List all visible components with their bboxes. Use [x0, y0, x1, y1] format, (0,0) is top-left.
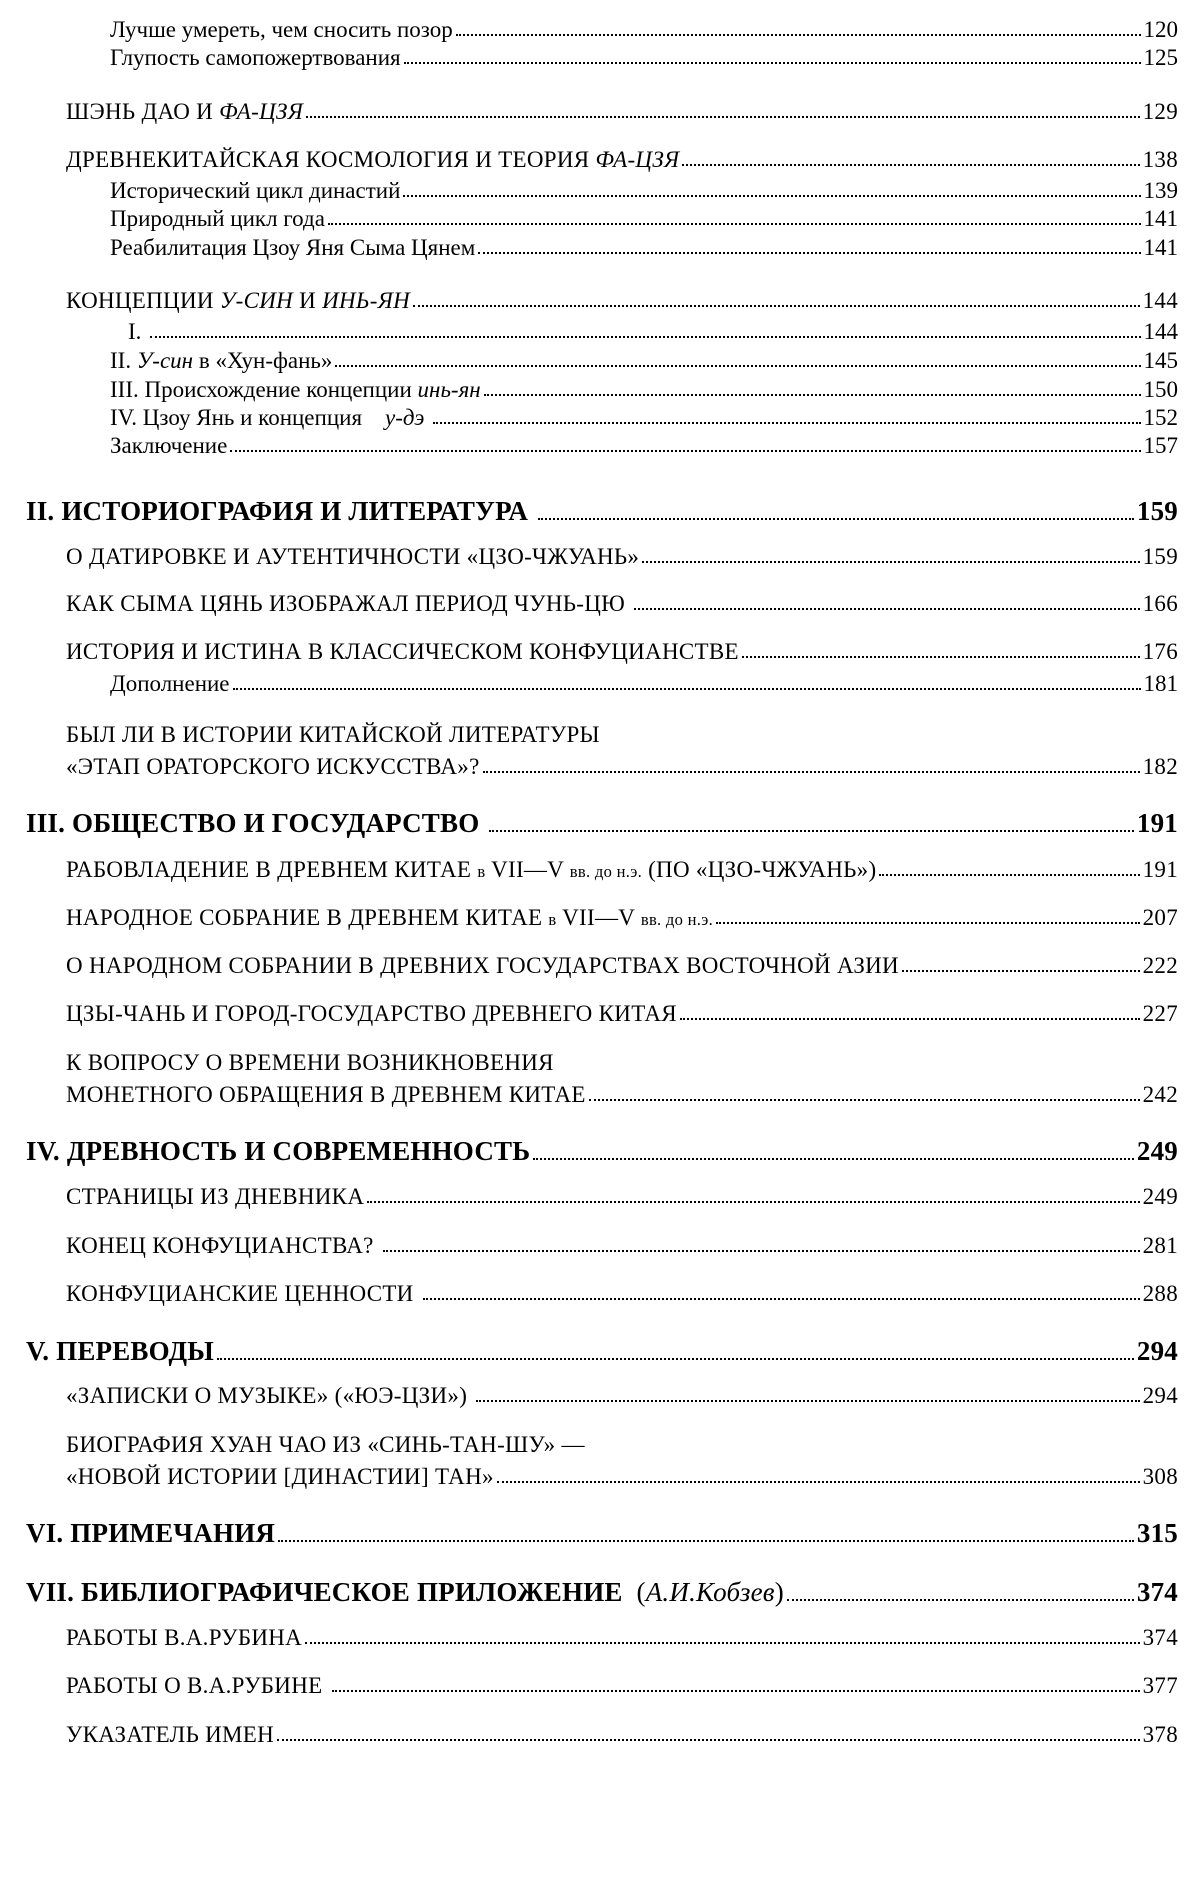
toc-entry[interactable]	[26, 498, 1178, 525]
toc-entry-title	[110, 406, 430, 429]
toc-entry-page-number: 374	[1136, 1577, 1178, 1607]
toc-entry-title-segment: «ЗАПИСКИ О МУЗЫКЕ» («ЮЭ-ЦЗИ»)	[66, 1383, 474, 1408]
dot-leader	[383, 1250, 1140, 1252]
toc-entry-title-segment: VII—V	[485, 857, 570, 882]
toc-entry-title-segment: У-СИН	[219, 288, 294, 313]
toc-entry-title-segment: НАРОДНОЕ СОБРАНИЕ В ДРЕВНЕМ КИТАЕ	[66, 905, 549, 930]
toc-entry[interactable]	[66, 755, 1178, 778]
toc-entry-title-segment: О ДАТИРОВКЕ И АУТЕНТИЧНОСТИ «ЦЗО-ЧЖУАНЬ»	[66, 544, 640, 569]
toc-entry-page-number: 176	[1142, 639, 1178, 664]
toc-entry-title	[110, 672, 230, 695]
toc-entry-title-segment: VII—V	[556, 905, 641, 930]
toc-entry[interactable]	[66, 1234, 1178, 1257]
dot-leader	[335, 365, 1140, 367]
toc-entry-page-number: 242	[1142, 1082, 1178, 1107]
toc-entry[interactable]	[66, 906, 1178, 929]
toc-entry[interactable]	[110, 207, 1178, 230]
toc-entry-title-segment: ИНЬ-ЯН	[322, 288, 411, 313]
toc-entry-title-segment: )	[774, 1577, 784, 1607]
toc-entry[interactable]	[66, 858, 1178, 881]
toc-entry-title-segment: ФА-ЦЗЯ	[219, 99, 304, 124]
toc-entry-title-segment: К ВОПРОСУ О ВРЕМЕНИ ВОЗНИКНОВЕНИЯ	[66, 1050, 554, 1075]
toc-entry-title	[26, 1520, 275, 1547]
toc-entry-page-number: 191	[1136, 808, 1178, 838]
toc-entry-page-number: 374	[1142, 1625, 1178, 1650]
toc-entry-page-number: 191	[1142, 857, 1178, 882]
toc-entry-title-segment: Исторический цикл династий	[110, 178, 401, 203]
toc-entry[interactable]	[66, 289, 1178, 312]
dot-leader	[484, 394, 1141, 396]
toc-entry-title-segment: «НОВОЙ ИСТОРИИ [ДИНАСТИИ] ТАН»	[66, 1464, 494, 1489]
toc-entry-title	[110, 46, 401, 69]
toc-entry-title	[66, 100, 303, 123]
toc-entry[interactable]	[26, 810, 1178, 837]
toc-entry-title-segment: ДРЕВНЕКИТАЙСКАЯ КОСМОЛОГИЯ И ТЕОРИЯ	[66, 147, 596, 172]
toc-entry-title-segment: (ПО «ЦЗО-ЧЖУАНЬ»)	[642, 857, 877, 882]
toc-entry-page-number: 159	[1136, 496, 1178, 526]
dot-leader	[787, 1599, 1134, 1601]
toc-entry-title	[66, 1723, 274, 1746]
dot-leader	[682, 164, 1139, 166]
toc-entry-title	[66, 1626, 302, 1649]
toc-entry[interactable]	[26, 1338, 1178, 1365]
dot-leader	[423, 1298, 1140, 1300]
toc-entry-title-segment: VI. ПРИМЕЧАНИЯ	[26, 1518, 276, 1548]
toc-entry-title-segment: РАБОВЛАДЕНИЕ В ДРЕВНЕМ КИТАЕ	[66, 857, 478, 882]
toc-entry-title	[110, 236, 475, 259]
toc-entry-page-number: 288	[1142, 1281, 1178, 1306]
toc-entry-title	[26, 1579, 784, 1606]
toc-entry-title-segment: РАБОТЫ О В.А.РУБИНЕ	[66, 1673, 329, 1698]
toc-entry-title-segment: КОНФУЦИАНСКИЕ ЦЕННОСТИ	[66, 1281, 420, 1306]
toc-entry[interactable]	[110, 18, 1178, 41]
toc-entry-page-number: 139	[1143, 178, 1178, 203]
toc-entry-title-segment: III. ОБЩЕСТВО И ГОСУДАРСТВО	[26, 808, 487, 838]
toc-entry-title-segment: в «Хун-фань»	[193, 348, 333, 373]
toc-entry-page-number: 145	[1143, 348, 1178, 373]
toc-entry-title	[110, 349, 332, 372]
toc-entry-title-segment: Лучше умереть, чем сносить позор	[110, 17, 453, 42]
toc-entry-title-segment: У-син	[136, 348, 194, 373]
dot-leader	[642, 561, 1139, 563]
toc-entry-title	[66, 723, 1178, 746]
toc-entry-page-number: 378	[1142, 1722, 1178, 1747]
toc-entry-page-number: 207	[1142, 905, 1178, 930]
toc-entry-title	[66, 1083, 586, 1106]
dot-leader	[150, 336, 1140, 338]
toc-entry-title	[66, 1002, 677, 1025]
toc-entry[interactable]	[66, 723, 1178, 746]
toc-entry-page-number: 159	[1142, 544, 1178, 569]
toc-entry-page-number: 281	[1142, 1233, 1178, 1258]
toc-entry-page-number: 294	[1136, 1336, 1178, 1366]
toc-entry-page-number: 129	[1142, 99, 1178, 124]
toc-entry-page-number: 144	[1143, 319, 1178, 344]
toc-entry-title-segment: IV. ДРЕВНОСТЬ И СОВРЕМЕННОСТЬ	[26, 1136, 531, 1166]
toc-entry[interactable]	[26, 1520, 1178, 1547]
toc-entry-title-segment: КАК СЫМА ЦЯНЬ ИЗОБРАЖАЛ ПЕРИОД ЧУНЬ-ЦЮ	[66, 591, 632, 616]
toc-entry-title-segment: вв. до н.э.	[569, 862, 643, 881]
toc-entry-title-segment: «ЭТАП ОРАТОРСКОГО ИСКУССТВА»?	[66, 754, 480, 779]
toc-entry-page-number: 157	[1143, 433, 1178, 458]
toc-entry-page-number: 182	[1142, 754, 1178, 779]
toc-entry[interactable]	[110, 46, 1178, 69]
toc-entry[interactable]	[66, 640, 1178, 663]
toc-entry-title-segment: (	[629, 1577, 646, 1607]
toc-entry-title	[110, 434, 227, 457]
dot-leader	[742, 656, 1140, 658]
dot-leader	[879, 874, 1139, 876]
dot-leader	[634, 608, 1139, 610]
toc-entry[interactable]	[110, 434, 1178, 457]
dot-leader	[489, 830, 1134, 832]
toc-entry-title	[66, 1234, 380, 1257]
toc-entry-page-number: 144	[1142, 288, 1178, 313]
toc-entry[interactable]	[66, 545, 1178, 568]
toc-entry[interactable]	[66, 1002, 1178, 1025]
toc-entry[interactable]	[66, 1051, 1178, 1074]
toc-entry[interactable]	[66, 1433, 1178, 1456]
toc-entry-title	[66, 1433, 1178, 1456]
toc-entry[interactable]	[66, 148, 1178, 171]
toc-entry[interactable]	[66, 592, 1178, 615]
toc-entry-title	[110, 207, 325, 230]
toc-entry-title-segment: МОНЕТНОГО ОБРАЩЕНИЯ В ДРЕВНЕМ КИТАЕ	[66, 1082, 586, 1107]
toc-entry-page-number: 294	[1142, 1383, 1178, 1408]
toc-entry-title-segment: VII. БИБЛИОГРАФИЧЕСКОЕ ПРИЛОЖЕНИЕ	[26, 1577, 630, 1607]
toc-entry-title	[66, 148, 679, 171]
toc-entry-title-segment: О НАРОДНОМ СОБРАНИИ В ДРЕВНИХ ГОСУДАРСТВАХ ВОСТОЧНОЙ АЗИИ	[66, 953, 899, 978]
toc-entry[interactable]	[66, 1282, 1178, 1305]
toc-entry-title	[66, 1465, 494, 1488]
toc-entry[interactable]	[26, 1579, 1178, 1606]
toc-entry[interactable]	[110, 406, 1178, 429]
dot-leader	[305, 1642, 1140, 1644]
toc-entry-title-segment: БЫЛ ЛИ В ИСТОРИИ КИТАЙСКОЙ ЛИТЕРАТУРЫ	[66, 722, 600, 747]
toc-entry-title	[110, 378, 481, 401]
toc-entry-title-segment: II.	[110, 348, 137, 373]
toc-entry-title-segment: ФА-ЦЗЯ	[595, 147, 680, 172]
toc-entry-page-number: 308	[1142, 1464, 1178, 1489]
toc-entry-title-segment: ЦЗЫ-ЧАНЬ И ГОРОД-ГОСУДАРСТВО ДРЕВНЕГО КИТАЯ	[66, 1001, 677, 1026]
toc-entry-page-number: 222	[1142, 953, 1178, 978]
toc-entry-title-segment: Глупость самопожертвования	[110, 45, 401, 70]
toc-entry[interactable]	[66, 1384, 1178, 1407]
toc-entry[interactable]	[110, 179, 1178, 202]
toc-entry-title-segment: IV. Цзоу Янь и концепция	[110, 405, 386, 430]
toc-entry-page-number: 166	[1142, 591, 1178, 616]
toc-entry-title	[26, 810, 486, 837]
toc-entry[interactable]	[26, 1138, 1178, 1165]
toc-entry-title-segment: в	[477, 862, 486, 881]
toc-entry-title	[26, 498, 535, 525]
toc-entry-title-segment: КОНЕЦ КОНФУЦИАНСТВА?	[66, 1233, 380, 1258]
dot-leader	[533, 1158, 1134, 1160]
dot-leader	[277, 1739, 1140, 1741]
dot-leader	[589, 1099, 1140, 1101]
toc-entry-title	[128, 320, 147, 343]
toc-entry-title	[66, 1384, 473, 1407]
toc-entry-title-segment: Заключение	[110, 433, 228, 458]
toc-entry-title-segment: Дополнение	[110, 671, 230, 696]
dot-leader	[538, 518, 1134, 520]
toc-entry-page-number: 249	[1136, 1136, 1178, 1166]
dot-leader	[278, 1540, 1134, 1542]
toc-entry-title-segment: КОНЦЕПЦИИ	[66, 288, 220, 313]
toc-entry[interactable]	[66, 1185, 1178, 1208]
toc-entry[interactable]	[128, 320, 1178, 343]
dot-leader	[456, 34, 1141, 36]
toc-entry-title	[66, 954, 899, 977]
toc-entry-title-segment: БИОГРАФИЯ ХУАН ЧАО ИЗ «СИНЬ-ТАН-ШУ» —	[66, 1432, 585, 1457]
toc-entry[interactable]	[66, 1723, 1178, 1746]
toc-entry-title-segment: ШЭНЬ ДАО И	[66, 99, 220, 124]
toc-entry-title	[66, 1674, 329, 1697]
toc-entry-title	[66, 906, 713, 929]
toc-entry[interactable]	[66, 1465, 1178, 1488]
toc-entry[interactable]	[66, 954, 1178, 977]
toc-entry-page-number: 227	[1142, 1001, 1178, 1026]
toc-entry[interactable]	[66, 100, 1178, 123]
dot-leader	[403, 195, 1140, 197]
toc-entry-title-segment: ИСТОРИЯ И ИСТИНА В КЛАССИЧЕСКОМ КОНФУЦИАНСТВЕ	[66, 639, 739, 664]
toc-entry-title-segment: у-дэ	[385, 405, 425, 430]
toc-entry-title-segment: вв. до н.э.	[640, 910, 714, 929]
toc-entry-title	[66, 545, 639, 568]
dot-leader	[413, 305, 1140, 307]
dot-leader	[478, 252, 1140, 254]
toc-entry-title-segment	[424, 406, 430, 429]
dot-leader	[332, 1690, 1140, 1692]
dot-leader	[230, 450, 1140, 452]
toc-entry-title	[66, 592, 631, 615]
toc-entry-title	[66, 858, 876, 881]
toc-entry[interactable]	[110, 349, 1178, 372]
dot-leader	[404, 62, 1141, 64]
toc-entry-title	[26, 1338, 214, 1365]
toc-entry-title-segment: СТРАНИЦЫ ИЗ ДНЕВНИКА	[66, 1184, 365, 1209]
toc-entry-page-number: 152	[1143, 405, 1178, 430]
dot-leader	[902, 970, 1140, 972]
toc-entry-title-segment: V. ПЕРЕВОДЫ	[26, 1336, 214, 1366]
toc-entry-page-number: 249	[1142, 1184, 1178, 1209]
toc-entry-title-segment: I.	[128, 319, 148, 344]
dot-leader	[433, 422, 1140, 424]
toc-entry-title-segment: А.И.Кобзев	[645, 1577, 775, 1607]
toc-entry[interactable]	[66, 1083, 1178, 1106]
toc-entry-title	[110, 18, 453, 41]
toc-entry[interactable]	[110, 378, 1178, 401]
toc-entry-page-number: 138	[1142, 147, 1178, 172]
dot-leader	[217, 1358, 1134, 1360]
toc-entry-title-segment: в	[548, 910, 557, 929]
toc-entry-title	[26, 1138, 530, 1165]
toc-entry-title-segment: II. ИСТОРИОГРАФИЯ И ЛИТЕРАТУРА	[26, 496, 535, 526]
toc-entry-title-segment: И	[293, 288, 323, 313]
toc-entry[interactable]	[66, 1626, 1178, 1649]
toc-entry-title-segment: Природный цикл года	[110, 206, 325, 231]
dot-leader	[233, 688, 1141, 690]
toc-entry-page-number: 125	[1143, 45, 1178, 70]
toc-entry-title-segment: инь-ян	[417, 377, 481, 402]
dot-leader	[497, 1481, 1140, 1483]
toc-entry-title	[66, 640, 739, 663]
toc-entry-title-segment: РАБОТЫ В.А.РУБИНА	[66, 1625, 303, 1650]
toc-entry-title	[66, 289, 410, 312]
toc-entry-title	[66, 755, 480, 778]
toc-entry[interactable]	[66, 1674, 1178, 1697]
toc-entry[interactable]	[110, 672, 1178, 695]
toc-entry-page-number: 120	[1143, 17, 1178, 42]
toc-entry-title	[66, 1185, 364, 1208]
toc-entry-title	[66, 1282, 420, 1305]
dot-leader	[476, 1400, 1139, 1402]
dot-leader	[306, 116, 1139, 118]
toc-entry-title-segment: Реабилитация Цзоу Яня Сыма Цянем	[110, 235, 476, 260]
toc-entry-page-number: 150	[1143, 377, 1178, 402]
dot-leader	[367, 1201, 1139, 1203]
dot-leader	[716, 922, 1140, 924]
toc-entry[interactable]	[110, 236, 1178, 259]
toc-entry-page-number: 141	[1143, 206, 1178, 231]
dot-leader	[483, 771, 1140, 773]
toc-entry-page-number: 315	[1136, 1518, 1178, 1548]
toc-entry-page-number: 377	[1142, 1673, 1178, 1698]
dot-leader	[328, 223, 1141, 225]
toc-entry-page-number: 141	[1143, 235, 1178, 260]
toc-entry-title	[110, 179, 400, 202]
toc-entry-page-number: 181	[1143, 671, 1178, 696]
toc-entry-title-segment: УКАЗАТЕЛЬ ИМЕН	[66, 1722, 275, 1747]
toc-entry-title-segment: III. Происхождение концепции	[110, 377, 418, 402]
toc-entry-title	[66, 1051, 1178, 1074]
dot-leader	[680, 1018, 1140, 1020]
